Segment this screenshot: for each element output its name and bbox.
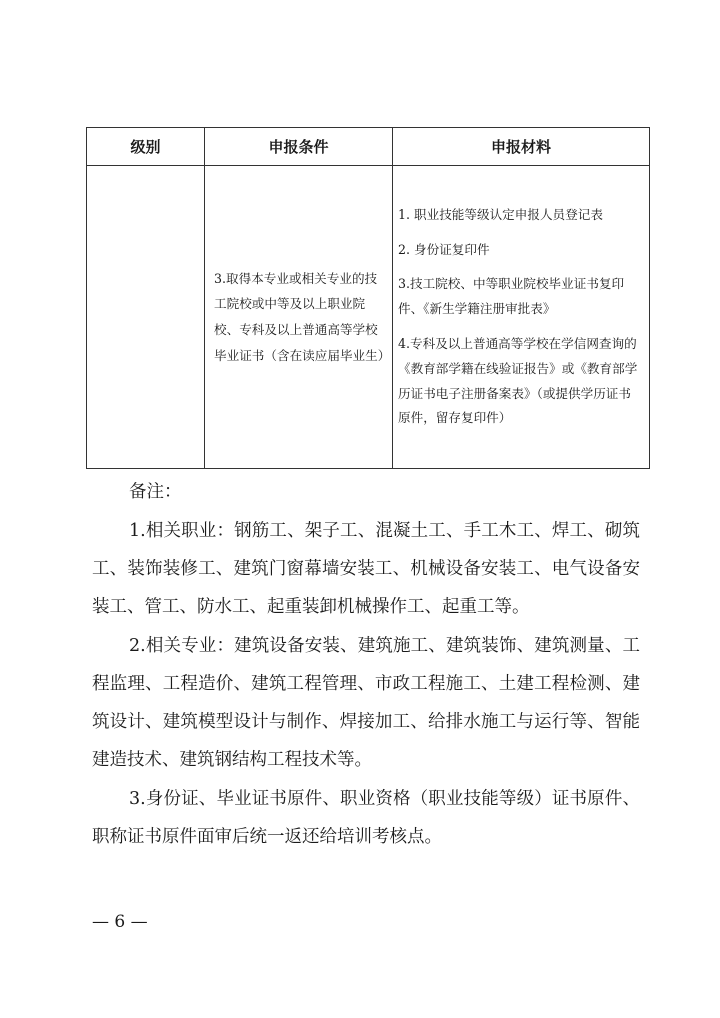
header-materials: 申报材料 — [393, 128, 650, 166]
material-item: 4.专科及以上普通高等学校在学信网查询的《教育部学籍在线验证报告》或《教育部学历证书电子注册备案表》（或提供学历证书原件，留存复印件） — [398, 336, 638, 426]
table-row — [87, 166, 650, 469]
notes-label: 备注： — [129, 482, 182, 502]
table-header-row — [87, 128, 650, 166]
note-item: 1.相关职业：钢筋工、架子工、混凝土工、手工木工、焊工、砌筑工、装饰装修工、建筑门窗幕墙安装工、机械设备安装工、电气设备安装工、管工、防水工、起重装卸机械操作工、起重工等。 — [92, 521, 640, 617]
header-condition: 申报条件 — [205, 128, 393, 166]
note-item: 3.身份证、毕业证书原件、职业资格（职业技能等级）证书原件、职称证书原件面审后统一返还给培训考核点。 — [92, 789, 640, 847]
level-cell — [87, 166, 205, 469]
header-level: 级别 — [87, 128, 205, 166]
page-number: — 6 — — [92, 912, 148, 932]
material-item: 3.技工院校、中等职业院校毕业证书复印件、《新生学籍注册审批表》 — [398, 276, 625, 317]
notes-section — [92, 473, 640, 856]
note-item: 2.相关专业：建筑设备安装、建筑施工、建筑装饰、建筑测量、工程监理、工程造价、建筑工程管理、市政工程施工、土建工程检测、建筑设计、建筑模型设计与制作、焊接加工、给排水施工与运行等、智能建造技术、建筑钢结构工程技术等。 — [92, 636, 640, 770]
materials-cell — [393, 166, 650, 469]
material-item: 1. 职业技能等级认定申报人员登记表 — [398, 206, 603, 222]
requirements-table — [86, 127, 650, 469]
condition-cell: 3.取得本专业或相关专业的技工院校或中等及以上职业院校、专科及以上普通高等学校毕业证书（含在读应届毕业生） — [205, 166, 393, 469]
material-item: 2. 身份证复印件 — [398, 241, 490, 257]
